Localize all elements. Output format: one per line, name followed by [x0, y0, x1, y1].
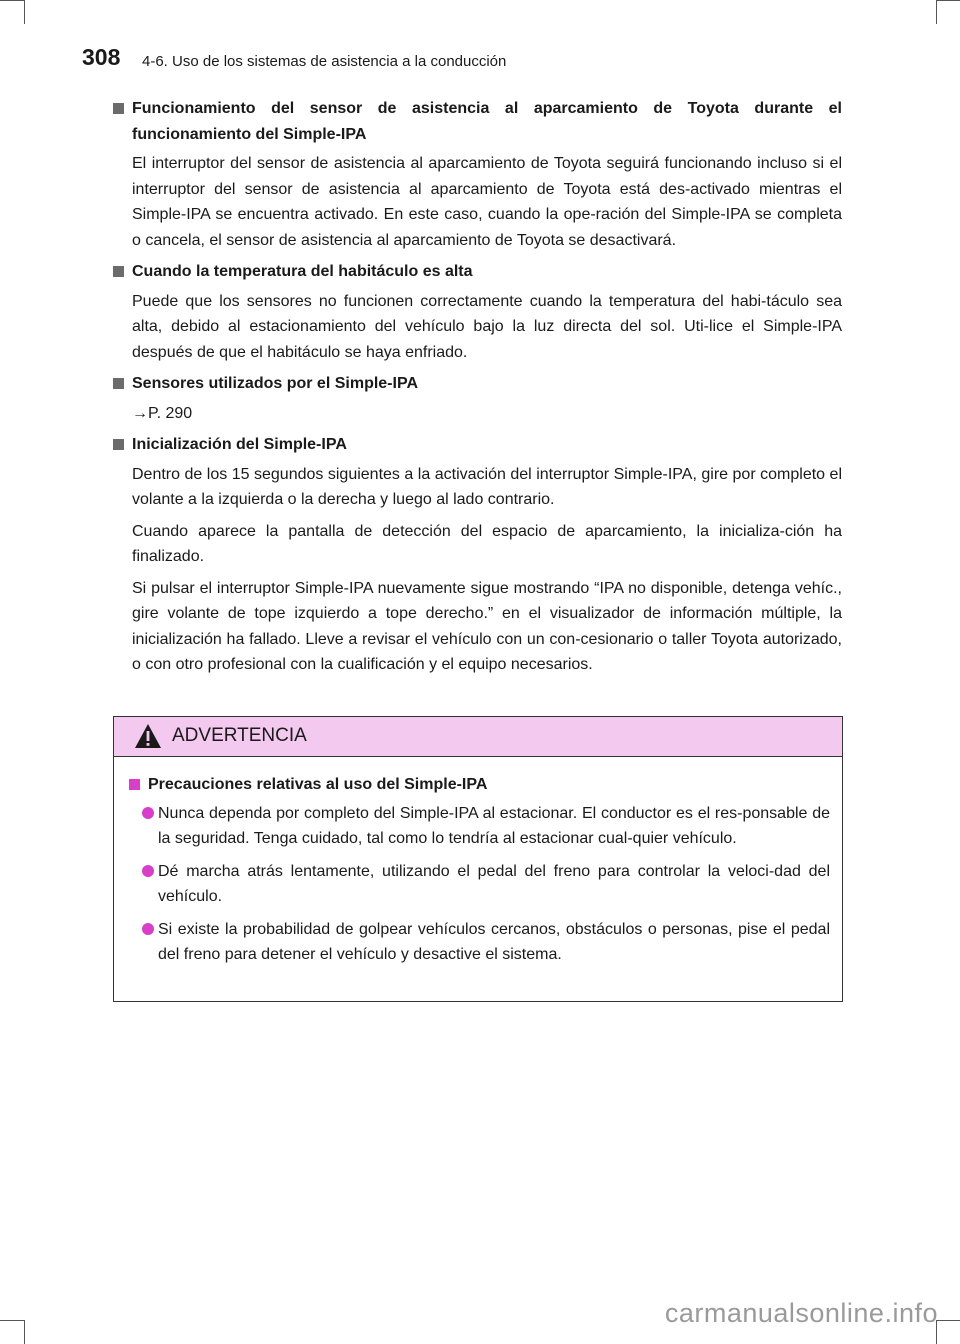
crop-mark — [24, 0, 25, 24]
page-number: 308 — [82, 44, 121, 70]
square-bullet-icon — [113, 378, 124, 389]
square-bullet-icon — [113, 266, 124, 277]
section-heading — [112, 96, 842, 147]
section-heading-text: Inicialización del Simple-IPA — [132, 436, 347, 453]
section-heading — [112, 432, 842, 458]
warning-bullet — [128, 801, 830, 852]
section-heading — [112, 371, 842, 397]
paragraph: Dentro de los 15 segundos siguientes a la activación del interruptor Simple-IPA, gire por completo el volante a la izquierda o la derecha y luego al lado contrario. — [132, 465, 842, 508]
warning-bullet — [128, 917, 830, 968]
square-bullet-icon — [113, 103, 124, 114]
crop-mark — [0, 0, 24, 1]
section — [112, 371, 842, 426]
chapter-title: 4-6. Uso de los sistemas de asistencia a la conducción — [142, 53, 507, 70]
crop-mark — [936, 0, 960, 1]
crop-mark — [936, 0, 937, 24]
square-bullet-icon — [113, 439, 124, 450]
main-content — [112, 96, 842, 684]
circle-bullet-icon — [142, 923, 154, 935]
warning-triangle-icon — [134, 723, 162, 749]
warning-bullet — [128, 859, 830, 910]
paragraph: Cuando aparece la pantalla de detección del espacio de aparcamiento, la inicializa-ción ha finalizado. — [132, 522, 842, 565]
section-heading-text: Funcionamiento del sensor de asistencia al aparcamiento de Toyota durante el funcionamiento del Simple-IPA — [132, 100, 842, 143]
warning-bullet-text: Si existe la probabilidad de golpear vehículos cercanos, obstáculos o personas, pise el pedal del freno para detener el vehículo y desactive el sistema. — [158, 920, 830, 963]
circle-bullet-icon — [142, 865, 154, 877]
warning-heading-text: Precauciones relativas al uso del Simple-IPA — [148, 776, 488, 793]
warning-bullet-text: Dé marcha atrás lentamente, utilizando el pedal del freno para controlar la veloci-dad del vehículo. — [158, 862, 830, 905]
section — [112, 432, 842, 678]
watermark: carmanualsonline.info — [664, 1298, 938, 1328]
circle-bullet-icon — [142, 807, 154, 819]
crop-mark — [0, 1320, 24, 1321]
warning-body — [114, 757, 842, 968]
paragraph: El interruptor del sensor de asistencia al aparcamiento de Toyota seguirá funcionando incluso si el interruptor del sensor de asistencia al aparcamiento de Toyota está des-activado mientras el Simple-IPA se encuentra activado. En este caso, cuando la ope-ración del Simple-IPA se completa o cancela, el sensor de asistencia al aparcamiento de Toyota se desactivará. — [132, 155, 842, 249]
section — [112, 96, 842, 253]
section-heading-text: Sensores utilizados por el Simple-IPA — [132, 375, 418, 392]
warning-title: ADVERTENCIA — [172, 725, 307, 746]
warning-header — [114, 717, 842, 757]
paragraph: Si pulsar el interruptor Simple-IPA nuevamente sigue mostrando “IPA no disponible, detenga vehíc., gire volante de tope izquierdo a tope derecho.” en el visualizador de información múltiple, la inicialización ha fallado. Lleve a revisar el vehículo con un con-cesionario o taller Toyota autorizado, o con otro profesional con la cualificación y el equipo necesarios. — [132, 579, 842, 673]
section-heading-text: Cuando la temperatura del habitáculo es alta — [132, 263, 473, 280]
page-reference-link[interactable]: →P. 290 — [132, 404, 193, 422]
section-heading — [112, 259, 842, 285]
warning-heading — [128, 772, 830, 798]
section — [112, 259, 842, 365]
warning-box — [113, 716, 843, 1002]
warning-bullet-text: Nunca dependa por completo del Simple-IPA al estacionar. El conductor es el res-ponsable de la seguridad. Tenga cuidado, tal como lo tendría al estacionar cual-quier vehículo. — [158, 804, 830, 847]
square-bullet-icon — [129, 779, 140, 790]
crop-mark — [24, 1320, 25, 1344]
paragraph: Puede que los sensores no funcionen correctamente cuando la temperatura del habi-táculo sea alta, debido al estacionamiento del vehículo bajo la luz directa del sol. Uti-lice el Simple-IPA después de que el habitáculo se haya enfriado. — [132, 292, 842, 361]
crop-mark — [936, 1320, 960, 1321]
